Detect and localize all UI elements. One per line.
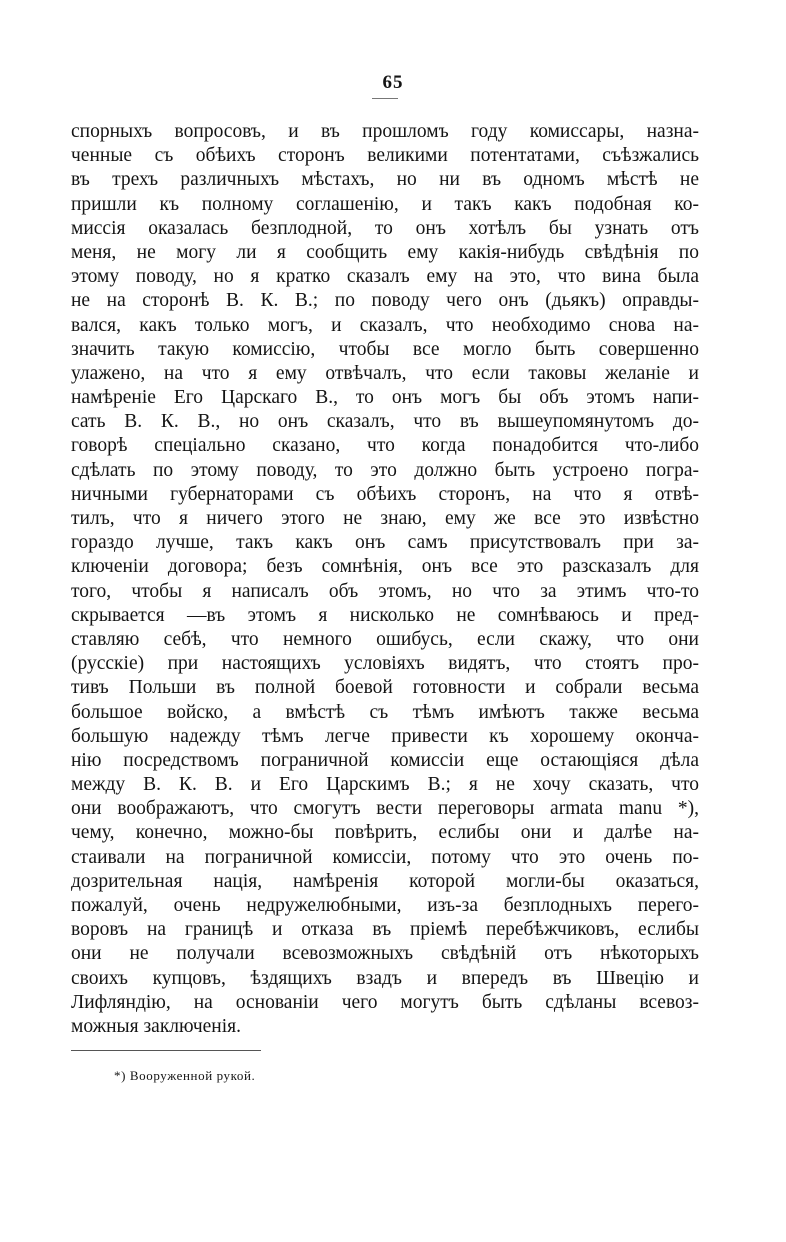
text-line: вался, какъ только могъ, и сказалъ, что необходимо снова на-	[71, 314, 699, 336]
text-line: миссія оказалась безплодной, то онъ хотѣлъ бы узнать отъ	[71, 217, 699, 239]
text-line: этому поводу, но я кратко сказалъ ему на это, что вина была	[71, 266, 699, 288]
text-line: они воображаютъ, что смогутъ вести переговоры armata manu *),	[71, 798, 699, 820]
text-line: нію посредствомъ пограничной комиссіи еще остающіяся дѣла	[71, 749, 699, 771]
text-line: воровъ на границѣ и отказа въ пріемѣ перебѣжчиковъ, еслибы	[71, 919, 699, 941]
text-line: въ трехъ различныхъ мѣстахъ, но ни въ одномъ мѣстѣ не	[71, 169, 699, 191]
page-number-rule	[372, 98, 398, 99]
text-line: пожалуй, очень недружелюбными, изъ-за безплодныхъ перего-	[71, 895, 699, 916]
text-line: тилъ, что я ничего этого не знаю, ему же все это извѣстно	[71, 508, 699, 529]
text-line: большую надежду тѣмъ легче привести къ хорошему оконча-	[71, 725, 699, 747]
text-line: большое войско, а вмѣстѣ съ тѣмъ имѣютъ также весьма	[71, 701, 699, 723]
text-line: пришли къ полному соглашенію, и такъ какъ подобная ко-	[71, 193, 699, 215]
text-line: стаивали на пограничной комиссіи, потому что это очень по-	[71, 846, 699, 868]
text-line: значить такую комиссію, чтобы все могло быть совершенно	[71, 338, 699, 360]
body-text	[71, 120, 699, 1039]
text-line: гораздо лучше, такъ какъ онъ самъ присутствовалъ при за-	[71, 532, 699, 554]
text-line: между В. К. В. и Его Царскимъ В.; я не хочу сказать, что	[71, 774, 699, 796]
footnote: *) Вооруженной рукой.	[114, 1068, 256, 1083]
text-line: ставляю себѣ, что немного ошибусь, если скажу, что они	[71, 628, 699, 650]
text-line: спорныхъ вопросовъ, и въ прошломъ году комиссары, назна-	[71, 121, 699, 142]
text-line: улажено, на что я ему отвѣчалъ, что если таковы желаніе и	[71, 362, 699, 384]
text-line: Лифляндію, на основаніи чего могутъ быть сдѣланы всевоз-	[71, 991, 699, 1013]
text-line: чему, конечно, можно-бы повѣрить, еслибы они и далѣе на-	[71, 822, 699, 844]
text-line: (русскіе) при настоящихъ условіяхъ видятъ, что стоятъ про-	[71, 653, 699, 675]
text-line: ключеніи договора; безъ сомнѣнія, онъ все это разсказалъ для	[71, 556, 699, 578]
text-line: меня, не могу ли я сообщить ему какія-нибудь свѣдѣнія по	[71, 241, 699, 263]
page-number: 65	[382, 72, 404, 93]
text-line: сдѣлать по этому поводу, то это должно быть устроено погра-	[71, 459, 699, 481]
text-line: своихъ купцовъ, ѣздящихъ взадъ и впередъ въ Швецію и	[71, 967, 699, 989]
text-line: не на сторонѣ В. К. В.; по поводу чего онъ (дьякъ) оправды-	[71, 290, 699, 312]
text-line: скрывается —въ этомъ я нисколько не сомнѣваюсь и пред-	[71, 604, 699, 626]
text-line-last: можныя заключенія.	[71, 1015, 242, 1037]
text-line: они не получали всевозможныхъ свѣдѣній отъ нѣкоторыхъ	[71, 943, 699, 965]
text-line: тивъ Польши въ полной боевой готовности и собрали весьма	[71, 677, 699, 699]
text-line: намѣреніе Его Царскаго В., то онъ могъ бы объ этомъ напи-	[71, 387, 699, 409]
text-line: ченные съ обѣихъ сторонъ великими потентатами, съѣзжались	[71, 145, 699, 167]
text-line: того, чтобы я написалъ объ этомъ, но что за этимъ что-то	[71, 580, 699, 602]
text-line: сать В. К. В., но онъ сказалъ, что въ вышеупомянутомъ до-	[71, 411, 699, 433]
text-line: ничными губернаторами съ обѣихъ сторонъ, на что я отвѣ-	[71, 483, 699, 505]
text-line: дозрительная нація, намѣренія которой могли-бы оказаться,	[71, 870, 699, 892]
footnote-rule	[71, 1050, 261, 1051]
text-line: говорѣ спеціально сказано, что когда понадобится что-либо	[71, 435, 699, 457]
